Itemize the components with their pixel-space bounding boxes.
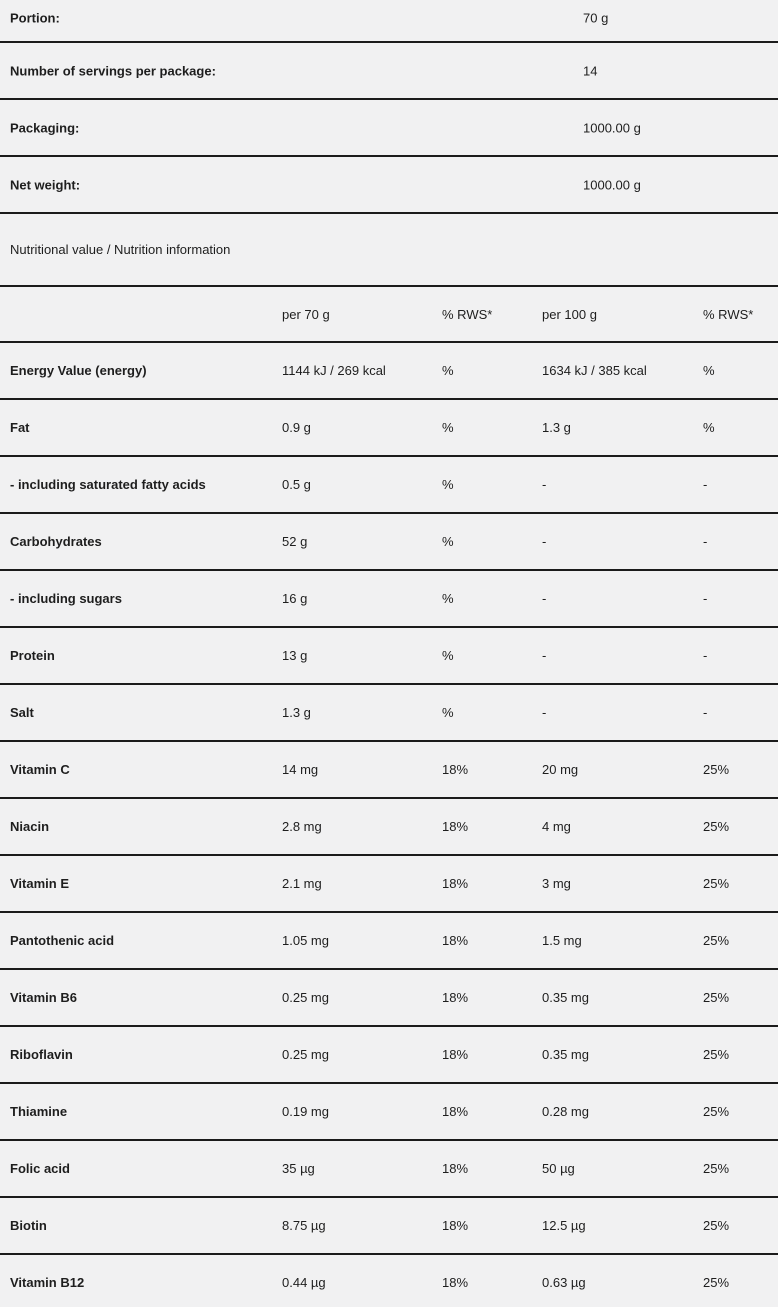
value-rws-portion: 18%: [442, 1104, 469, 1119]
nutrition-row: [0, 799, 778, 856]
value-per-portion: 0.19 mg: [282, 1104, 329, 1119]
nutrient-label: Thiamine: [10, 1104, 68, 1119]
info-row-label: Portion:: [10, 10, 60, 26]
nutrition-row: [0, 343, 778, 400]
column-header-per-portion: per 70 g: [282, 306, 330, 322]
nutrient-label: - including saturated fatty acids: [10, 477, 206, 492]
value-rws-100g: 25%: [703, 1218, 730, 1233]
nutrient-label: Niacin: [10, 819, 50, 834]
value-rws-portion: %: [442, 420, 454, 435]
info-row: [0, 157, 778, 214]
value-rws-100g: 25%: [703, 1275, 730, 1290]
value-rws-100g: 25%: [703, 762, 730, 777]
nutrition-row: [0, 913, 778, 970]
column-header-rws-portion: % RWS*: [442, 306, 493, 322]
value-per-portion: 0.9 g: [282, 420, 311, 435]
value-rws-100g: 25%: [703, 933, 730, 948]
nutrient-label: Vitamin B12: [10, 1275, 85, 1290]
nutrition-row: [0, 970, 778, 1027]
value-per-portion: 2.8 mg: [282, 819, 322, 834]
value-per-portion: 52 g: [282, 534, 308, 549]
nutrition-row: [0, 1141, 778, 1198]
value-per-100g: 1.5 mg: [542, 933, 582, 948]
value-rws-100g: -: [703, 591, 708, 606]
value-rws-portion: 18%: [442, 876, 469, 891]
value-rws-100g: 25%: [703, 1104, 730, 1119]
nutrient-label: Protein: [10, 648, 55, 663]
value-rws-portion: 18%: [442, 1218, 469, 1233]
nutrition-row: [0, 856, 778, 913]
info-row-value: 1000.00 g: [583, 120, 641, 135]
value-rws-portion: 18%: [442, 819, 469, 834]
value-rws-portion: %: [442, 705, 454, 720]
info-row: [0, 0, 778, 43]
info-row-label: Packaging:: [10, 120, 80, 135]
info-row: [0, 43, 778, 100]
column-header-per-100g: per 100 g: [542, 306, 597, 322]
nutrition-row: [0, 1198, 778, 1255]
value-rws-100g: -: [703, 705, 708, 720]
nutrient-label: Vitamin E: [10, 876, 70, 891]
value-rws-100g: -: [703, 477, 708, 492]
value-per-portion: 8.75 µg: [282, 1218, 326, 1233]
nutrition-row: [0, 1084, 778, 1141]
value-per-portion: 35 µg: [282, 1161, 315, 1176]
value-per-100g: 0.35 mg: [542, 990, 589, 1005]
value-rws-100g: %: [703, 420, 715, 435]
nutrition-section-title-row: [0, 214, 778, 287]
nutrient-label: - including sugars: [10, 591, 122, 606]
nutrient-label: Vitamin B6: [10, 990, 77, 1005]
value-rws-portion: %: [442, 477, 454, 492]
value-per-100g: 12.5 µg: [542, 1218, 586, 1233]
info-row: [0, 100, 778, 157]
value-rws-portion: 18%: [442, 990, 469, 1005]
value-rws-100g: 25%: [703, 990, 730, 1005]
value-per-portion: 0.44 µg: [282, 1275, 326, 1290]
value-per-portion: 0.25 mg: [282, 990, 329, 1005]
nutrition-row: [0, 400, 778, 457]
value-rws-100g: -: [703, 648, 708, 663]
value-rws-portion: %: [442, 534, 454, 549]
value-rws-portion: 18%: [442, 1047, 469, 1062]
value-rws-portion: %: [442, 648, 454, 663]
value-per-portion: 0.5 g: [282, 477, 311, 492]
value-per-100g: -: [542, 534, 547, 549]
value-rws-portion: 18%: [442, 1161, 469, 1176]
value-per-portion: 2.1 mg: [282, 876, 322, 891]
nutrient-label: Fat: [10, 420, 30, 435]
value-per-portion: 1.3 g: [282, 705, 311, 720]
nutrient-label: Riboflavin: [10, 1047, 73, 1062]
nutrition-section-title: Nutritional value / Nutrition information: [10, 242, 231, 257]
info-row-value: 70 g: [583, 10, 609, 26]
nutrient-label: Pantothenic acid: [10, 933, 115, 948]
value-per-100g: 3 mg: [542, 876, 571, 891]
value-rws-portion: 18%: [442, 1275, 469, 1290]
nutrition-row: [0, 1255, 778, 1307]
value-per-100g: 0.63 µg: [542, 1275, 586, 1290]
value-per-100g: 1634 kJ / 385 kcal: [542, 363, 647, 378]
value-per-portion: 16 g: [282, 591, 308, 606]
value-per-100g: -: [542, 705, 547, 720]
nutrient-label: Folic acid: [10, 1161, 70, 1176]
nutrition-row: [0, 685, 778, 742]
value-rws-portion: 18%: [442, 762, 469, 777]
info-row-label: Net weight:: [10, 177, 81, 192]
nutrient-label: Biotin: [10, 1218, 47, 1233]
value-rws-100g: 25%: [703, 1161, 730, 1176]
value-per-portion: 14 mg: [282, 762, 319, 777]
value-per-portion: 1144 kJ / 269 kcal: [282, 363, 386, 378]
value-per-100g: -: [542, 591, 547, 606]
nutrient-label: Salt: [10, 705, 34, 720]
value-per-100g: 4 mg: [542, 819, 571, 834]
value-per-100g: 20 mg: [542, 762, 579, 777]
nutrition-row: [0, 1027, 778, 1084]
nutrition-row: [0, 628, 778, 685]
value-per-100g: 0.35 mg: [542, 1047, 589, 1062]
value-per-portion: 1.05 mg: [282, 933, 329, 948]
value-rws-portion: 18%: [442, 933, 469, 948]
nutrition-header-row: [0, 287, 778, 343]
nutrient-label: Energy Value (energy): [10, 363, 147, 378]
nutrition-row: [0, 514, 778, 571]
value-per-100g: -: [542, 477, 547, 492]
value-per-portion: 13 g: [282, 648, 308, 663]
value-per-100g: 50 µg: [542, 1161, 575, 1176]
value-rws-100g: 25%: [703, 819, 730, 834]
value-per-100g: 0.28 mg: [542, 1104, 589, 1119]
nutrition-row: [0, 742, 778, 799]
value-rws-100g: 25%: [703, 1047, 730, 1062]
value-per-100g: -: [542, 648, 547, 663]
column-header-rws-100g: % RWS*: [703, 306, 754, 322]
info-row-label: Number of servings per package:: [10, 63, 216, 78]
value-rws-portion: %: [442, 363, 454, 378]
nutrient-label: Carbohydrates: [10, 534, 102, 549]
nutrition-row: [0, 457, 778, 514]
product-info-table: [0, 0, 778, 214]
value-rws-portion: %: [442, 591, 454, 606]
nutrient-label: Vitamin C: [10, 762, 70, 777]
nutrition-table-body: [0, 343, 778, 1307]
info-row-value: 1000.00 g: [583, 177, 641, 192]
value-rws-100g: 25%: [703, 876, 730, 891]
value-rws-100g: %: [703, 363, 715, 378]
value-per-portion: 0.25 mg: [282, 1047, 329, 1062]
value-rws-100g: -: [703, 534, 708, 549]
info-row-value: 14: [583, 63, 598, 78]
nutrition-row: [0, 571, 778, 628]
value-per-100g: 1.3 g: [542, 420, 571, 435]
